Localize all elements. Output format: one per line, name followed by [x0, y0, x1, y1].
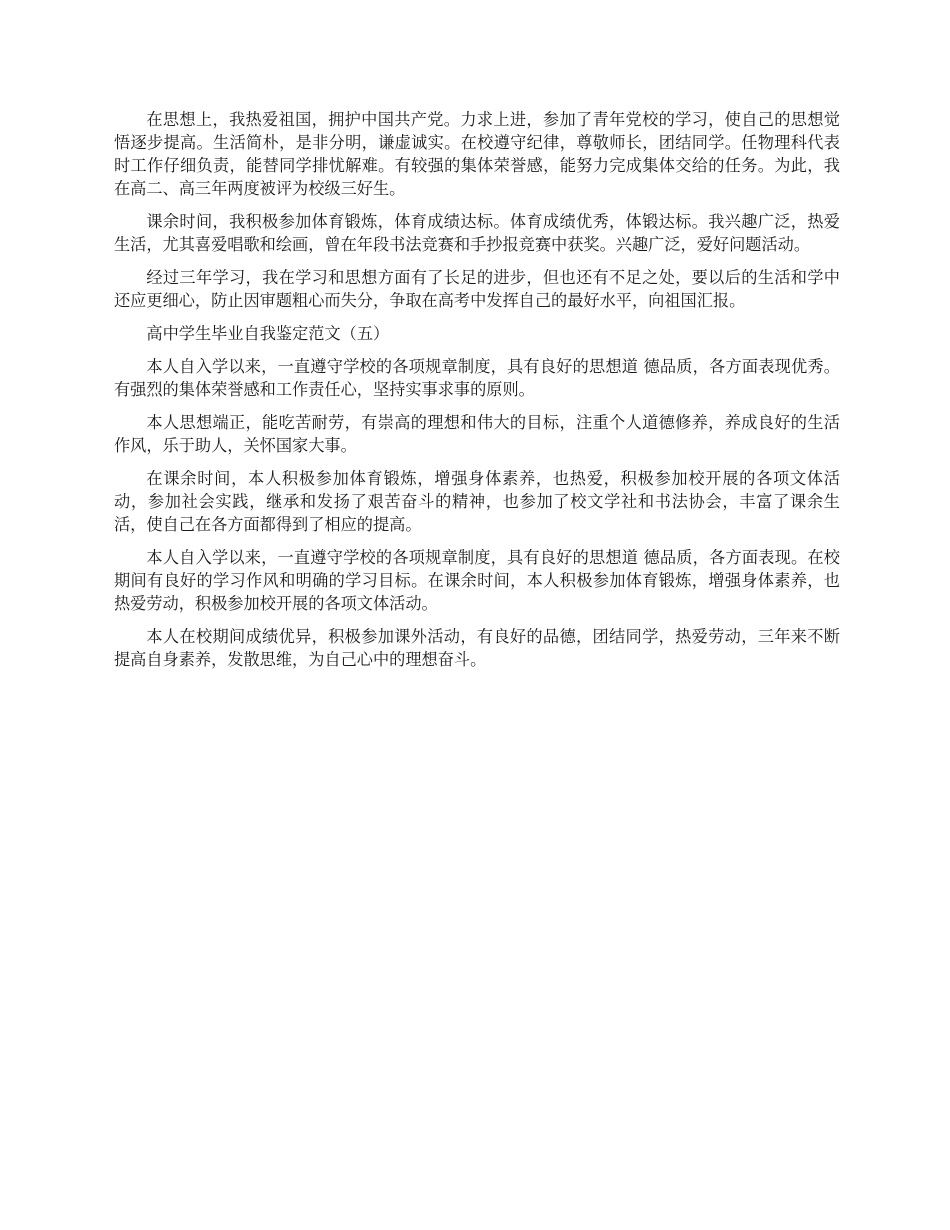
paragraph: 在课余时间，本人积极参加体育锻炼，增强身体素养，也热爱，积极参加校开展的各项文体活动，参加社会实践，继承和发扬了艰苦奋斗的精神，也参加了校文学社和书法协会，丰富了课余生活，使自己在各方面都得到了相应的提高。 — [114, 469, 840, 534]
document-body — [114, 108, 840, 681]
paragraph: 课余时间，我积极参加体育锻炼，体育成绩达标。体育成绩优秀，体锻达标。我兴趣广泛，热爱生活，尤其喜爱唱歌和绘画，曾在年段书法竞赛和手抄报竞赛中获奖。兴趣广泛，爱好问题活动。 — [114, 212, 840, 254]
paragraph: 在思想上，我热爱祖国，拥护中国共产党。力求上进，参加了青年党校的学习，使自己的思想觉悟逐步提高。生活简朴，是非分明，谦虚诚实。在校遵守纪律，尊敬师长，团结同学。任物理科代表时工作仔细负责，能替同学排忧解难。有较强的集体荣誉感，能努力完成集体交给的任务。为此，我在高二、高三年两度被评为校级三好生。 — [114, 110, 840, 198]
section-title: 高中学生毕业自我鉴定范文（五） — [146, 324, 390, 343]
paragraph: 经过三年学习，我在学习和思想方面有了长足的进步，但也还有不足之处，要以后的生活和学中还应更细心，防止因审题粗心而失分，争取在高考中发挥自己的最好水平，向祖国汇报。 — [114, 268, 840, 310]
paragraph: 本人思想端正，能吃苦耐劳，有崇高的理想和伟大的目标，注重个人道德修养，养成良好的生活作风，乐于助人，关怀国家大事。 — [114, 413, 840, 455]
paragraph: 本人自入学以来，一直遵守学校的各项规章制度，具有良好的思想道 德品质，各方面表现。在校期间有良好的学习作风和明确的学习目标。在课余时间，本人积极参加体育锻炼，增强身体素养，也热爱劳动，积极参加校开展的各项文体活动。 — [114, 548, 840, 613]
paragraph: 本人在校期间成绩优异，积极参加课外活动，有良好的品德，团结同学，热爱劳动，三年来不断提高自身素养，发散思维，为自己心中的理想奋斗。 — [114, 627, 840, 669]
paragraph: 本人自入学以来，一直遵守学校的各项规章制度，具有良好的思想道 德品质，各方面表现优秀。有强烈的集体荣誉感和工作责任心，坚持实事求事的原则。 — [114, 357, 840, 399]
